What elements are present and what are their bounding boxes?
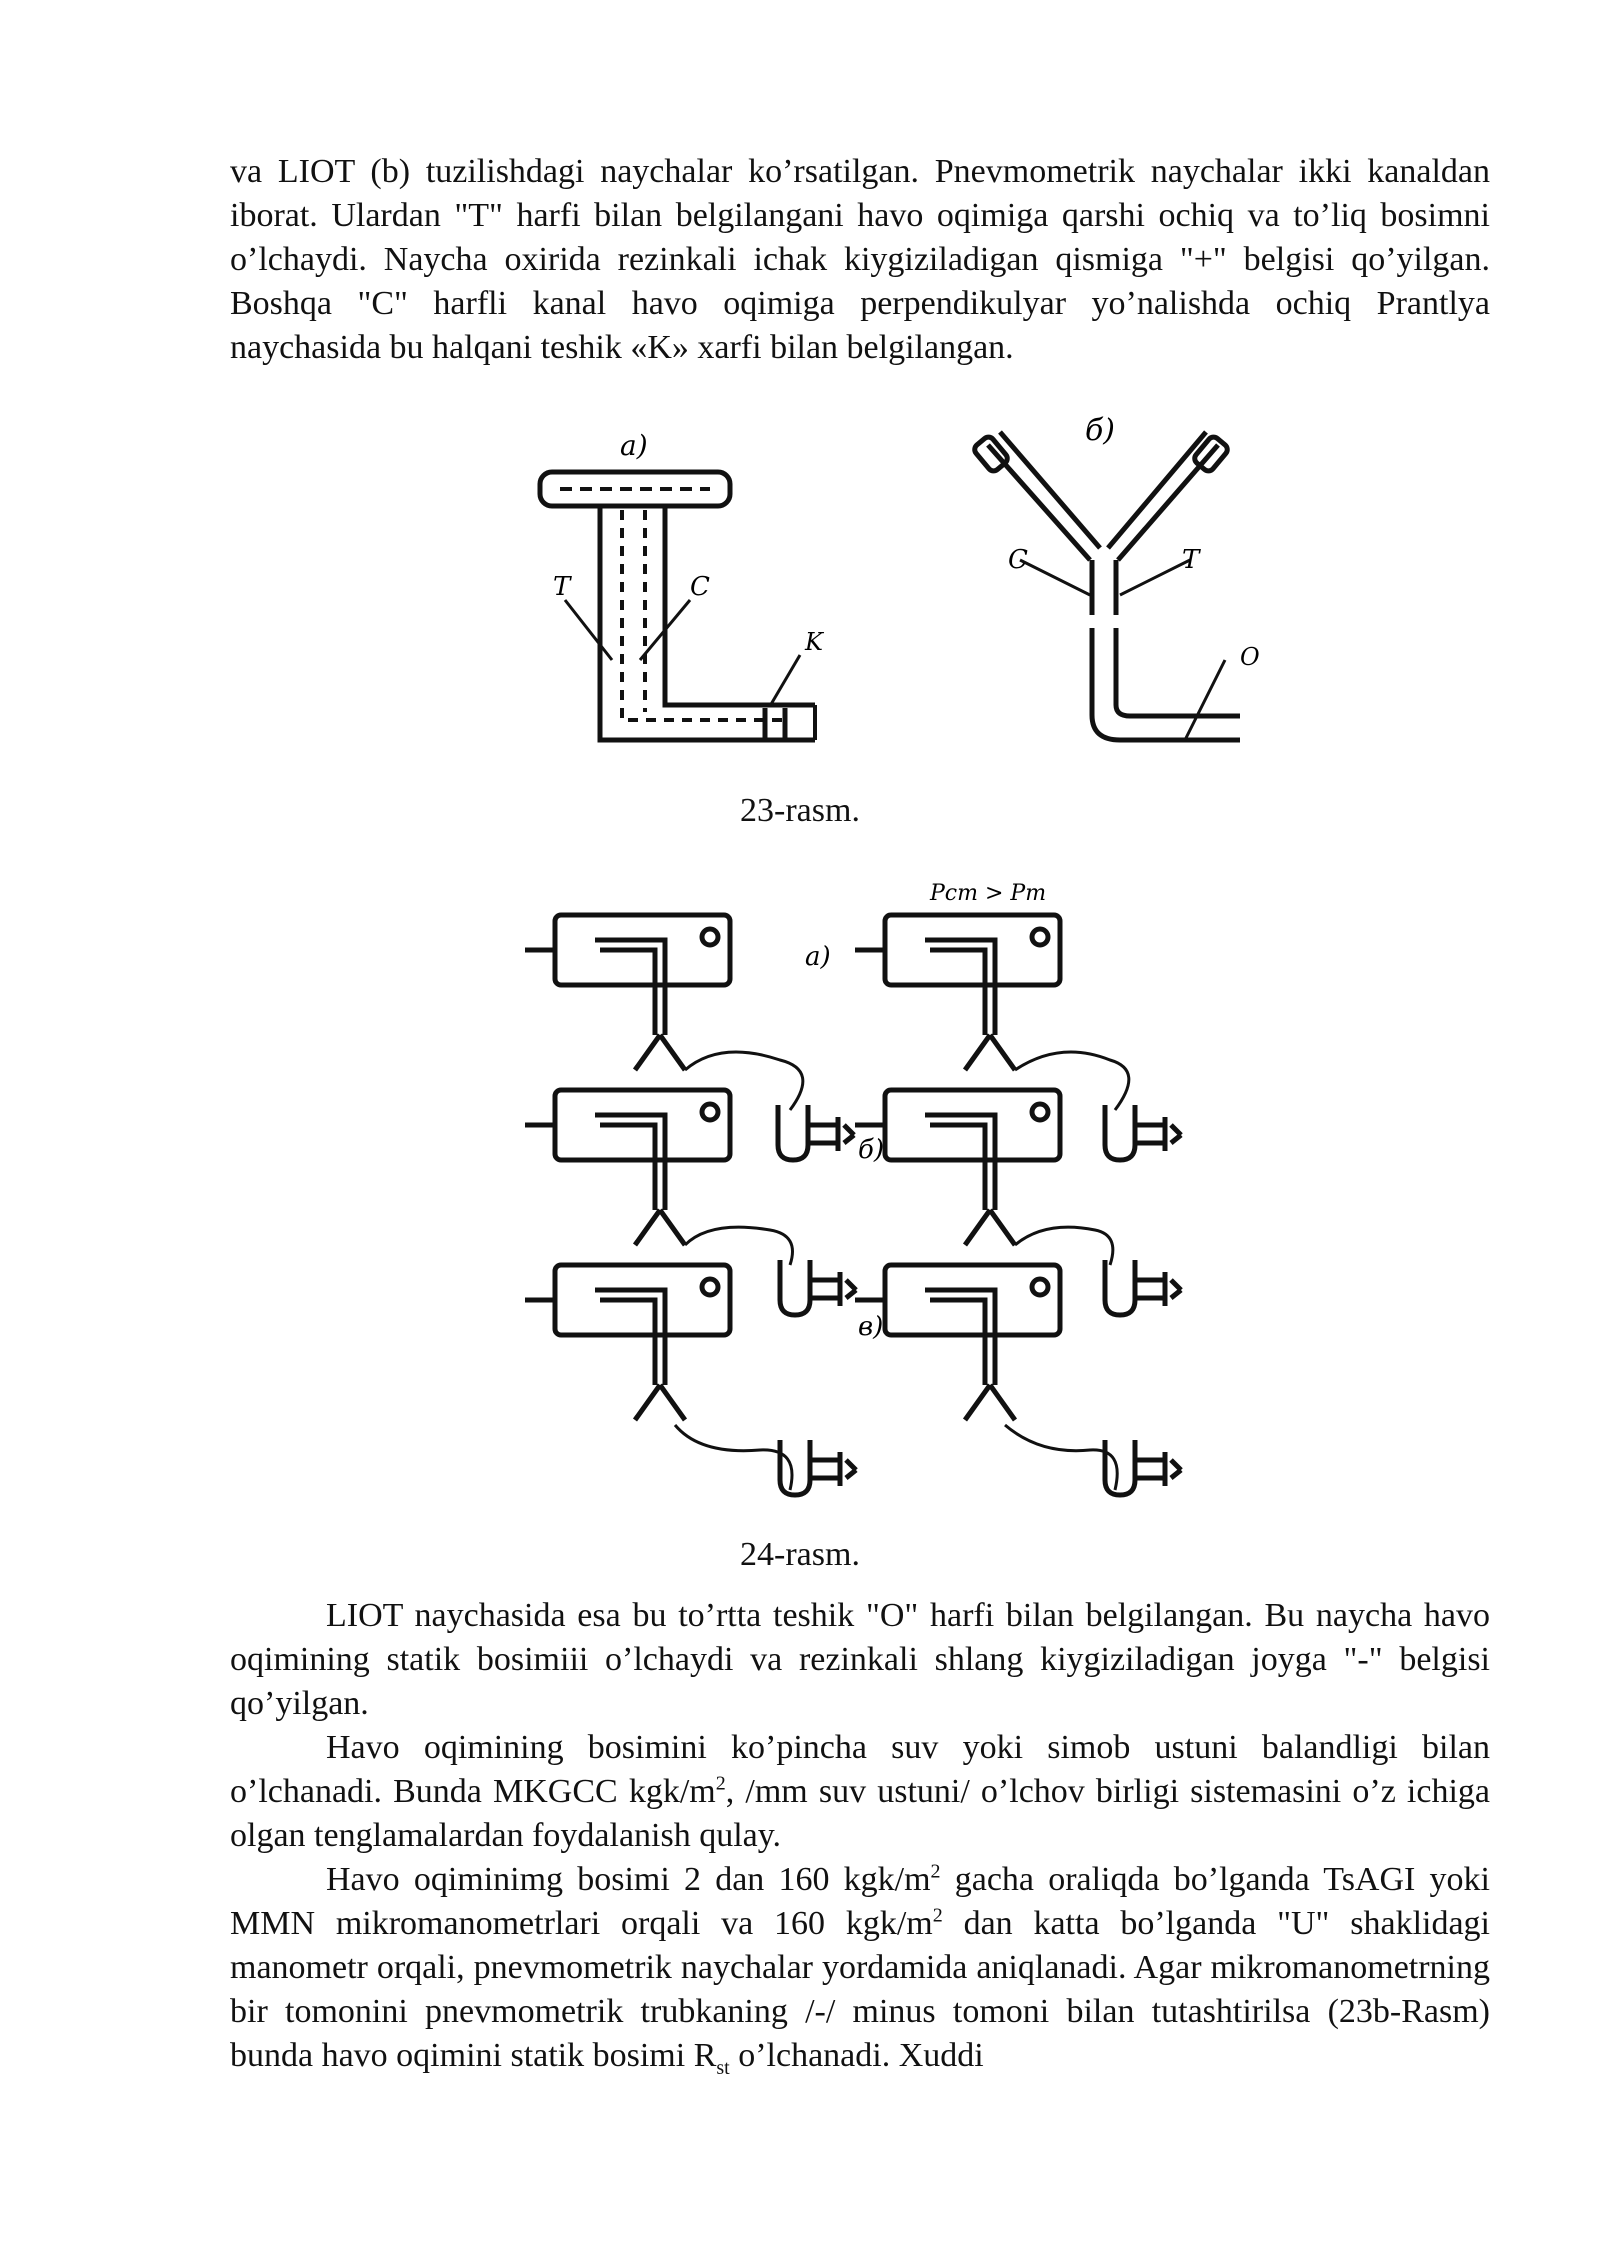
paragraph-4-sup2: 2 [932, 1904, 943, 1927]
paragraph-3-sup: 2 [715, 1772, 726, 1795]
figure-24 [0, 870, 1600, 1530]
figure-23b-label-o: O [1240, 643, 1260, 671]
figure-24-formula: Pст > Pт [930, 881, 1047, 906]
paragraph-3-part2: , /mm suv ustuni/ o’lchov birligi sistemasini o’z ichiga olgan tenglamalardan foydalanish qulay. [230, 1773, 1491, 1854]
figure-24-caption: 24-rasm. [740, 1536, 860, 1573]
figure-23b-label-c: C [1008, 545, 1028, 575]
figure-24b-right [855, 1090, 1181, 1315]
figure-24v-right [855, 1265, 1181, 1495]
paragraph-4-part2: gacha oraliqda bo’lganda TsAGI yoki MMN mikromanometrlari orqali va 160 kgk/m [230, 1861, 1490, 1942]
paragraph-intro [230, 150, 1490, 370]
figure-24b-label: б) [858, 1135, 885, 1165]
paragraph-4-sup1: 2 [930, 1860, 941, 1883]
paragraph-1: va LIOT (b) tuzilishdagi naychalar ko’rsatilgan. Pnevmometrik naychalar ikki kanaldan iborat. Ulardan "T" harfi bilan belgilangani havo oqimiga qarshi ochiq va to’liq bosimni o’lchaydi. Naycha oxirida rezinkali ichak kiygiziladigan qismiga "+" belgisi qo’yilgan. Boshqa "C" harfli kanal havo oqimiga perpendikulyar yo’nalishda ochiq Prantlya naychasida bu halqani teshik «K» xarfi bilan belgilangan. [230, 153, 1490, 366]
paragraph-4-part4: o’lchanadi. Xuddi [729, 2037, 984, 2074]
figure-23a-label-k: K [805, 628, 823, 656]
figure-23b-liot-tube [972, 432, 1240, 740]
figure-23-caption: 23-rasm. [740, 792, 860, 829]
paragraph-3 [230, 1726, 1490, 1858]
figure-23a-prandtl-tube [540, 472, 815, 740]
paragraph-4 [230, 1858, 1490, 2078]
figure-23a-label-t: T [553, 572, 571, 602]
figure-23a-label: a) [620, 429, 648, 462]
paragraph-4-sub: st [716, 2056, 730, 2079]
paragraph-3-part1: Havo oqimining bosimini ko’pincha suv yoki simob ustuni balandligi bilan o’lchanadi. Bunda MKGCC kgk/m [230, 1729, 1490, 1810]
body-text [230, 1594, 1490, 2078]
figure-23b-label: б) [1085, 413, 1116, 448]
figure-24a-right [855, 915, 1181, 1160]
paragraph-2: LIOT naychasida esa bu to’rtta teshik "O" harfi bilan belgilangan. Bu naycha havo oqimining statik bosimiii o’lchaydi va rezinkali shlang kiygiziladigan joyga "-" belgisi qo’yilgan. [230, 1597, 1490, 1722]
paragraph-4-part3: dan katta bo’lganda "U" shaklidagi manometr orqali, pnevmometrik naychalar yordamida aniqlanadi. Agar mikromanometrning bir tomonini pnevmometrik trubkaning /-/ minus tomoni bilan tutashtirilsa (23b-Rasm) bunda havo oqimini statik bosimi R [230, 1905, 1490, 2074]
paragraph-4-part1: Havo oqiminimg bosimi 2 dan 160 kgk/m [326, 1861, 931, 1898]
figure-23b-label-t: T [1182, 545, 1200, 575]
figure-24v-label: в) [858, 1312, 884, 1342]
figure-23a-label-c: C [690, 572, 710, 602]
figure-24v-left [525, 1265, 856, 1495]
figure-24a-label: a) [805, 942, 831, 972]
